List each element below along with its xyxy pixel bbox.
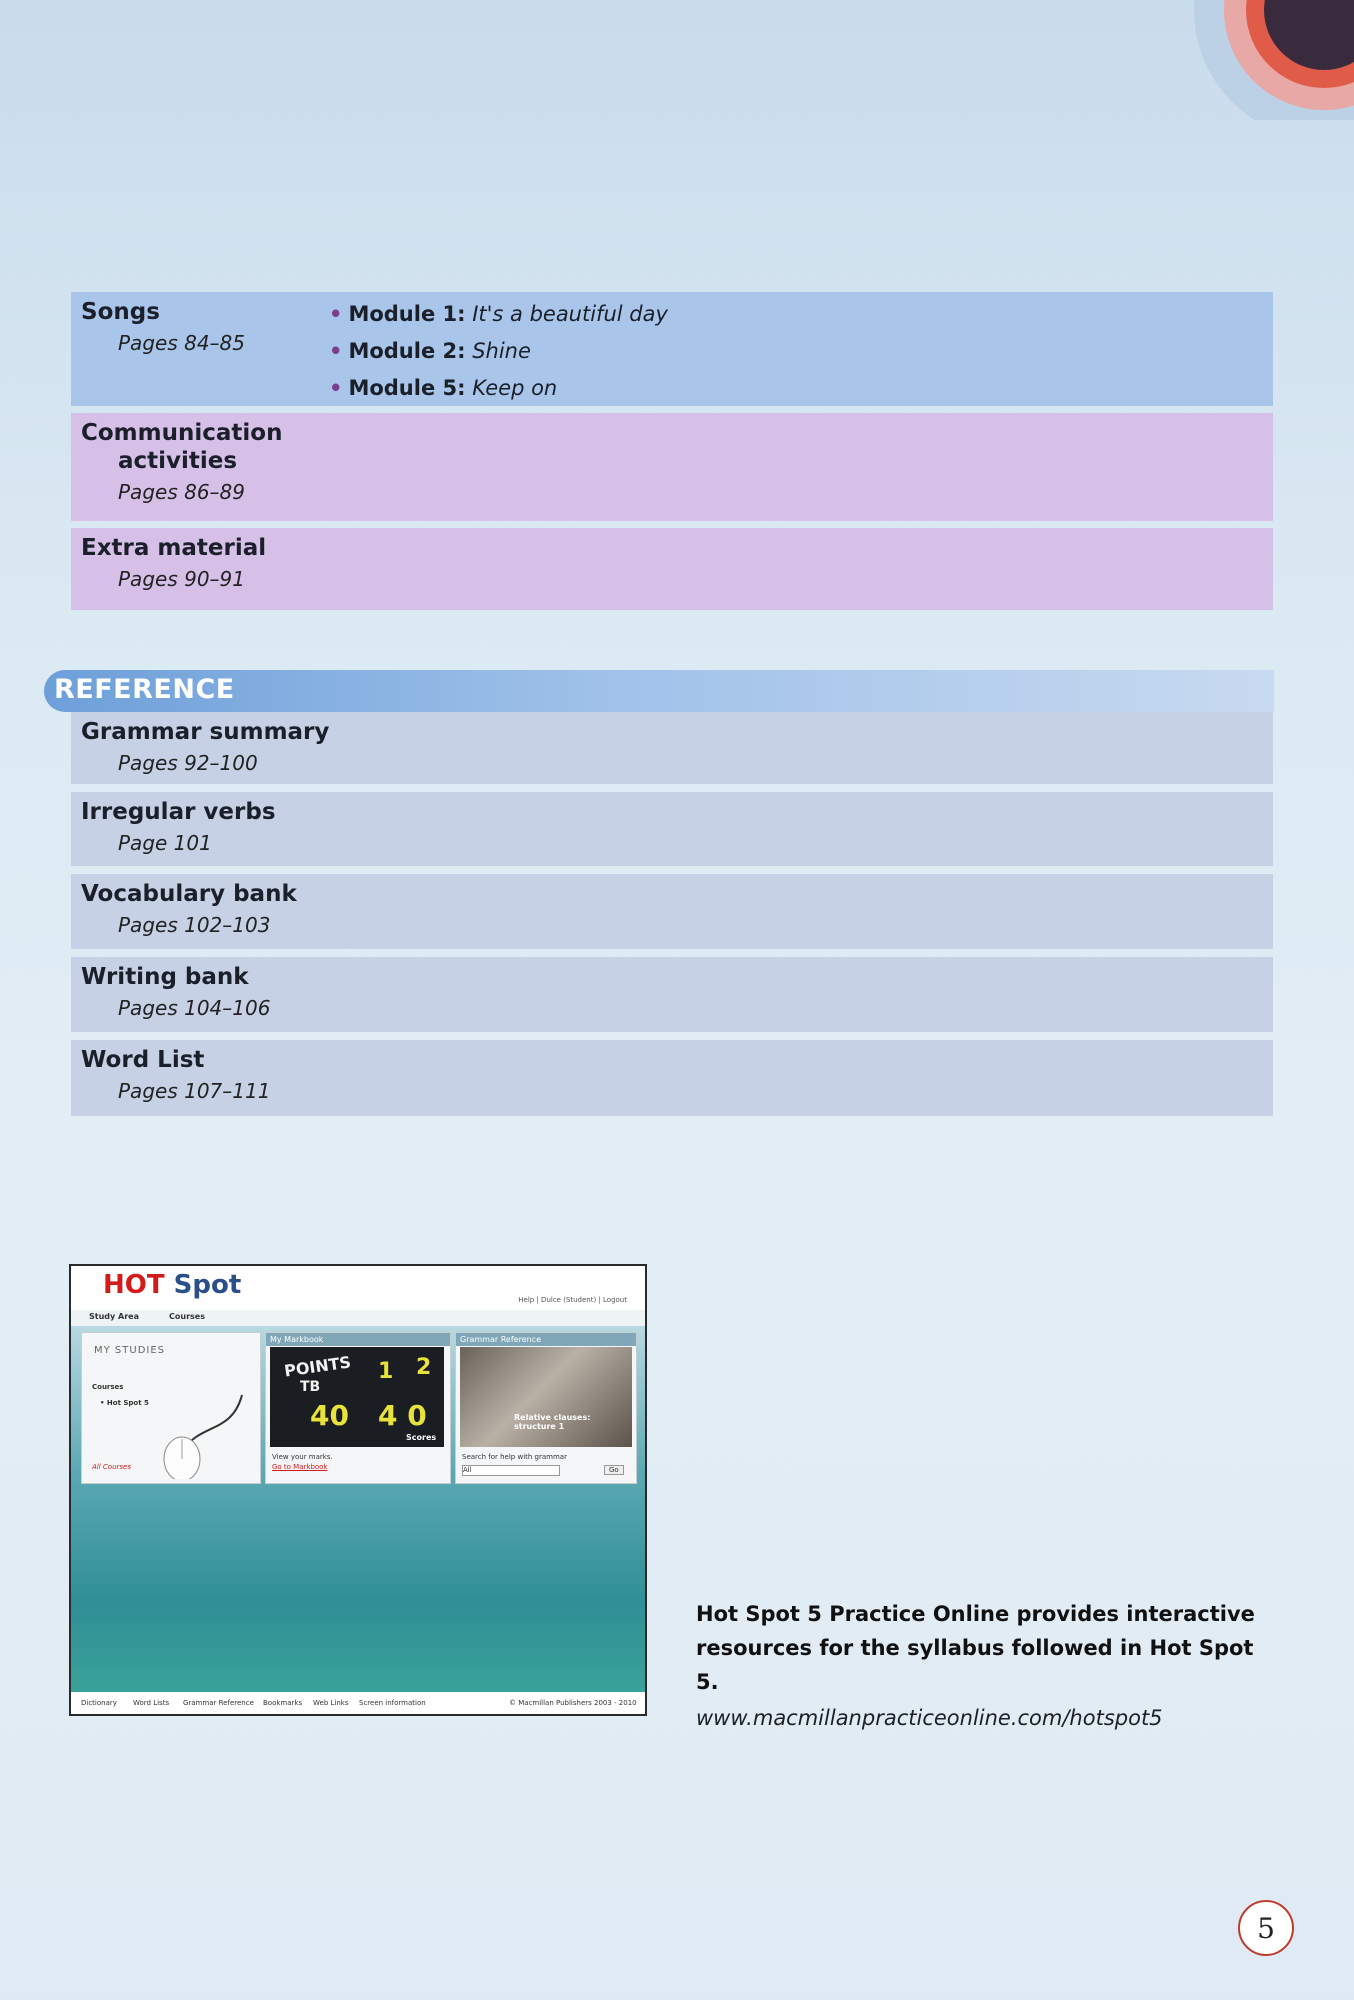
my-studies-panel: MY STUDIES Courses • Hot Spot 5 All Courses (81, 1332, 261, 1484)
row-pages: Pages 84–85 (118, 331, 245, 355)
table-row (71, 792, 1273, 866)
module-list (329, 296, 668, 407)
reference-label: REFERENCE (54, 674, 235, 705)
row-title: Irregular verbs (81, 799, 276, 825)
table-row (71, 957, 1273, 1032)
top-links: Help | Dulce (Student) | Logout (518, 1296, 627, 1304)
row-title: Extra material (81, 535, 267, 561)
table-row (71, 874, 1273, 949)
nav-courses: Courses (169, 1312, 205, 1321)
bullet-icon: • (329, 339, 343, 363)
page-number: 5 (1238, 1900, 1294, 1956)
go-button: Go (604, 1465, 624, 1475)
screenshot-header (71, 1266, 645, 1306)
row-pages: Page 101 (118, 831, 212, 855)
row-pages: Pages 102–103 (118, 913, 271, 937)
row-title: Songs (81, 299, 160, 325)
nav-study-area: Study Area (89, 1312, 139, 1321)
hot-spot-logo: HOT Spot (103, 1270, 242, 1300)
extra-material-row (71, 528, 1273, 610)
screenshot-body (71, 1326, 645, 1696)
row-pages: Pages 90–91 (118, 567, 245, 591)
go-to-markbook-link: Go to Markbook (272, 1463, 328, 1471)
row-title: Writing bank (81, 964, 249, 990)
points-scoreboard: POINTS TB 40 4 0 1 2 Scores (270, 1347, 444, 1447)
list-item: • Module 5: Keep on (329, 376, 558, 400)
grammar-reference-panel: Grammar Reference Relative clauses: structure 1 Search for help with grammar All Go (455, 1332, 637, 1484)
table-row (71, 712, 1273, 784)
bullet-icon: • (329, 376, 343, 400)
bullet-icon: • (329, 302, 343, 326)
decorative-circles (1114, 0, 1354, 120)
list-item: • Module 1: It's a beautiful day (329, 302, 668, 326)
reference-header (44, 670, 1274, 712)
promo-url: www.macmillanpracticeonline.com/hotspot5 (696, 1706, 1163, 1730)
grammar-search-select: All (462, 1465, 560, 1476)
row-pages: Pages 107–111 (118, 1079, 271, 1103)
row-title: Word List (81, 1047, 205, 1073)
row-title: Communication activities (81, 420, 283, 474)
screenshot-nav (71, 1310, 645, 1326)
row-pages: Pages 92–100 (118, 751, 258, 775)
list-item: • Module 2: Shine (329, 339, 531, 363)
screenshot-footer: Dictionary Word Lists Grammar Reference Bookmarks Web Links Screen information © Macmillan Publishers 2003 - 2010 (71, 1692, 645, 1714)
communication-row (71, 413, 1273, 521)
songs-row (71, 292, 1273, 406)
row-pages: Pages 86–89 (118, 480, 245, 504)
row-title: Vocabulary bank (81, 881, 297, 907)
practice-online-screenshot (69, 1264, 647, 1716)
row-pages: Pages 104–106 (118, 996, 271, 1020)
mouse-icon (142, 1393, 252, 1479)
table-row (71, 1040, 1273, 1116)
practice-online-promo (696, 1597, 1276, 1735)
gears-image: Relative clauses: structure 1 (460, 1347, 632, 1447)
promo-text: Hot Spot 5 Practice Online provides interactive resources for the syllabus followed in Hot Spot 5. (696, 1602, 1255, 1694)
row-title: Grammar summary (81, 719, 330, 745)
markbook-panel: My Markbook POINTS TB 40 4 0 1 2 Scores View your marks. Go to Markbook (265, 1332, 451, 1484)
